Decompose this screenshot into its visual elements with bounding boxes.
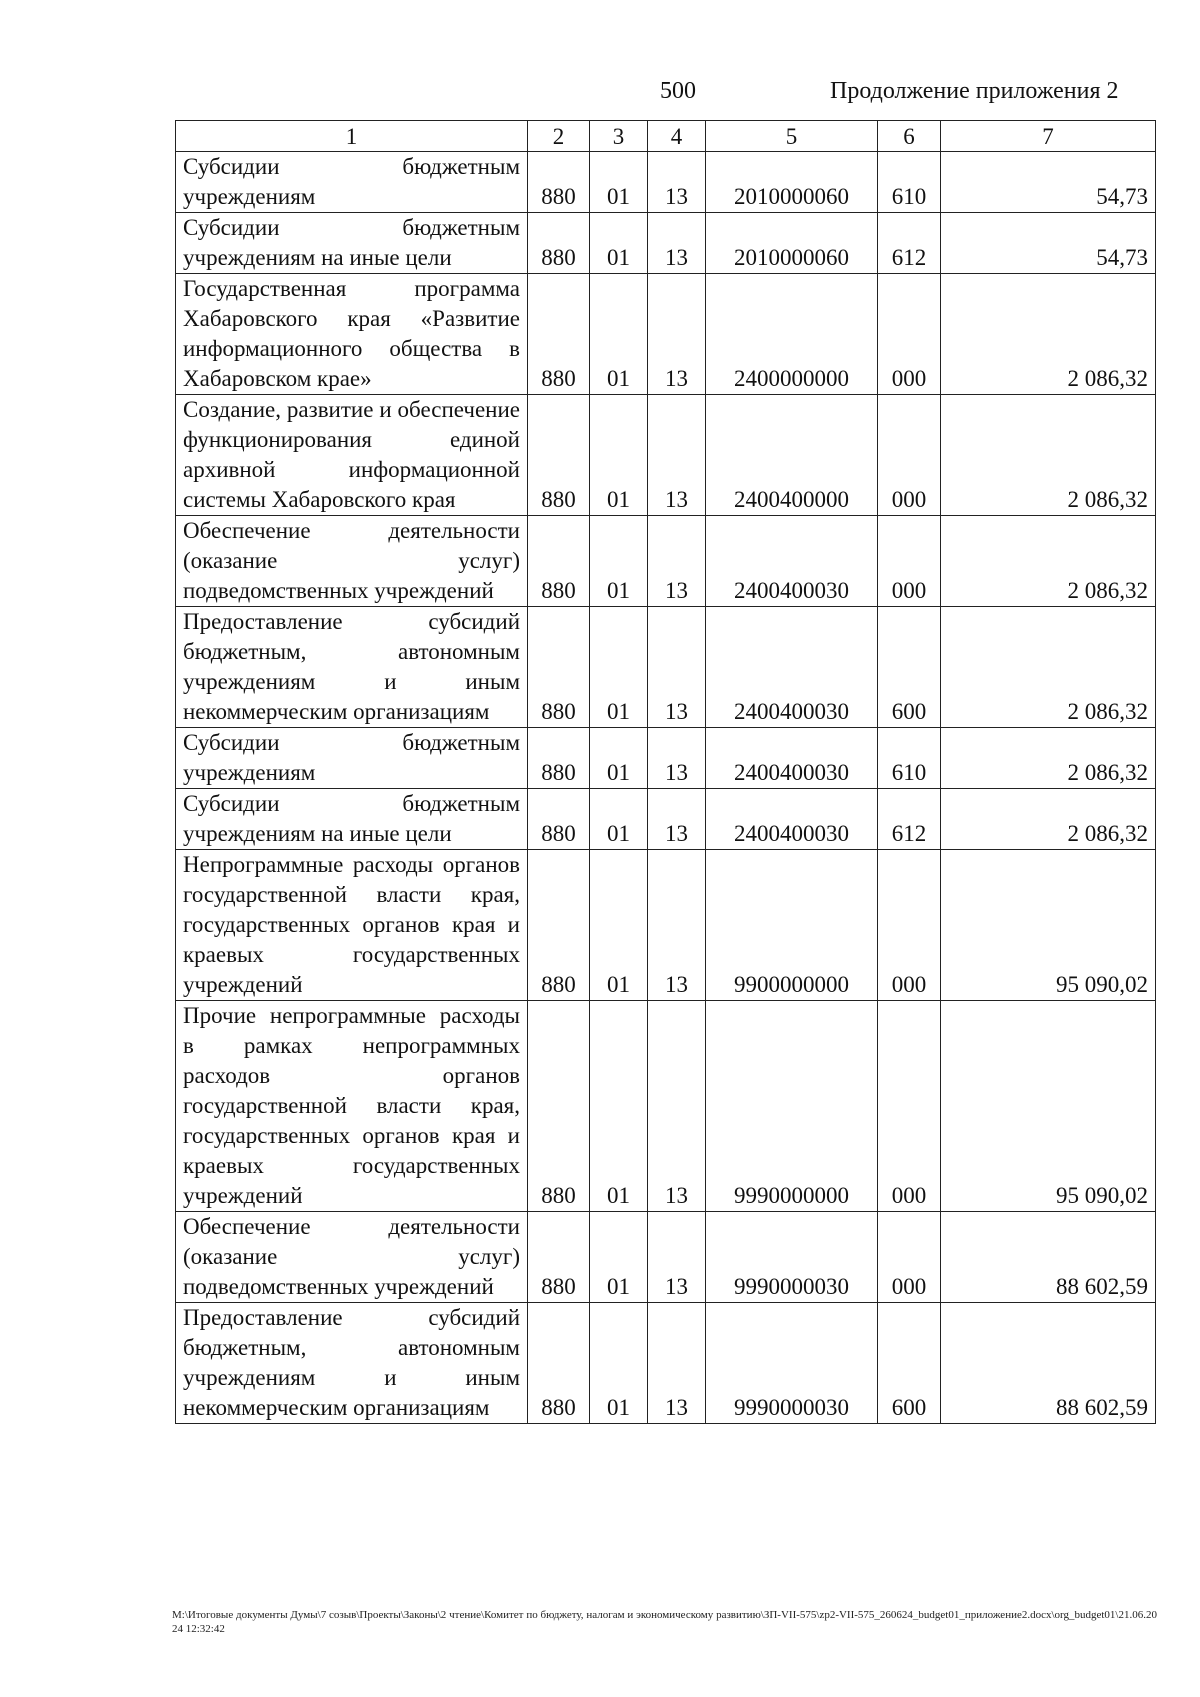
ministry-code: 880	[528, 728, 590, 789]
column-header-5: 5	[706, 121, 878, 152]
expense-type-code: 000	[878, 850, 941, 1001]
table-row	[176, 728, 1156, 789]
table-row	[176, 274, 1156, 395]
amount: 95 090,02	[941, 1001, 1156, 1212]
amount: 2 086,32	[941, 395, 1156, 516]
target-article-code: 2010000060	[706, 152, 878, 213]
table-row	[176, 1212, 1156, 1303]
section-code: 01	[590, 213, 648, 274]
subsection-code: 13	[648, 1303, 706, 1424]
table-row	[176, 607, 1156, 728]
subsection-code: 13	[648, 1212, 706, 1303]
amount: 2 086,32	[941, 607, 1156, 728]
amount: 2 086,32	[941, 516, 1156, 607]
target-article-code: 2010000060	[706, 213, 878, 274]
target-article-code: 2400400030	[706, 728, 878, 789]
subsection-code: 13	[648, 395, 706, 516]
table-body	[176, 152, 1156, 1424]
ministry-code: 880	[528, 1303, 590, 1424]
target-article-code: 2400400030	[706, 607, 878, 728]
column-header-6: 6	[878, 121, 941, 152]
target-article-code: 9990000030	[706, 1303, 878, 1424]
section-code: 01	[590, 789, 648, 850]
expense-type-code: 000	[878, 516, 941, 607]
section-code: 01	[590, 728, 648, 789]
expense-type-code: 000	[878, 1212, 941, 1303]
expense-name: Непрограммные расходы органов государственной власти края, государственных органов края и краевых государственных учреждений	[176, 850, 528, 1001]
expense-type-code: 610	[878, 728, 941, 789]
subsection-code: 13	[648, 274, 706, 395]
footer-file-path: M:\Итоговые документы Думы\7 созыв\Проекты\Законы\2 чтение\Комитет по бюджету, налогам и экономическому развитию\ЗП-VII-575\zp2-VII-575_260624_budget01_приложение2.docx\org_budget01\21.06.2024 12:32:42	[172, 1609, 1157, 1635]
section-code: 01	[590, 1001, 648, 1212]
target-article-code: 2400000000	[706, 274, 878, 395]
section-code: 01	[590, 516, 648, 607]
subsection-code: 13	[648, 850, 706, 1001]
expense-name: Субсидии бюджетным учреждениям	[176, 152, 528, 213]
expense-name: Субсидии бюджетным учреждениям	[176, 728, 528, 789]
expense-name: Государственная программа Хабаровского края «Развитие информационного общества в Хабаровском крае»	[176, 274, 528, 395]
expense-name: Прочие непрограммные расходы в рамках непрограммных расходов органов государственной власти края, государственных органов края и краевых государственных учреждений	[176, 1001, 528, 1212]
continuation-title: Продолжение приложения 2	[830, 78, 1119, 104]
section-code: 01	[590, 1303, 648, 1424]
expense-name: Обеспечение деятельности (оказание услуг) подведомственных учреждений	[176, 516, 528, 607]
subsection-code: 13	[648, 728, 706, 789]
expense-type-code: 000	[878, 274, 941, 395]
table-row	[176, 213, 1156, 274]
column-header-1: 1	[176, 121, 528, 152]
expense-name: Субсидии бюджетным учреждениям на иные цели	[176, 213, 528, 274]
section-code: 01	[590, 152, 648, 213]
section-code: 01	[590, 395, 648, 516]
column-header-2: 2	[528, 121, 590, 152]
ministry-code: 880	[528, 607, 590, 728]
amount: 54,73	[941, 152, 1156, 213]
ministry-code: 880	[528, 789, 590, 850]
ministry-code: 880	[528, 850, 590, 1001]
ministry-code: 880	[528, 274, 590, 395]
column-header-4: 4	[648, 121, 706, 152]
subsection-code: 13	[648, 213, 706, 274]
ministry-code: 880	[528, 516, 590, 607]
subsection-code: 13	[648, 152, 706, 213]
expense-name: Обеспечение деятельности (оказание услуг) подведомственных учреждений	[176, 1212, 528, 1303]
expense-type-code: 610	[878, 152, 941, 213]
subsection-code: 13	[648, 607, 706, 728]
table-row	[176, 789, 1156, 850]
target-article-code: 9990000000	[706, 1001, 878, 1212]
page-number: 500	[660, 78, 696, 104]
amount: 95 090,02	[941, 850, 1156, 1001]
ministry-code: 880	[528, 152, 590, 213]
target-article-code: 2400400030	[706, 789, 878, 850]
expense-type-code: 000	[878, 1001, 941, 1212]
ministry-code: 880	[528, 395, 590, 516]
column-header-3: 3	[590, 121, 648, 152]
ministry-code: 880	[528, 1001, 590, 1212]
expense-name: Предоставление субсидий бюджетным, автономным учреждениям и иным некоммерческим организациям	[176, 607, 528, 728]
section-code: 01	[590, 274, 648, 395]
section-code: 01	[590, 607, 648, 728]
target-article-code: 2400400030	[706, 516, 878, 607]
subsection-code: 13	[648, 789, 706, 850]
amount: 88 602,59	[941, 1303, 1156, 1424]
table-header	[176, 121, 1156, 152]
table-row	[176, 1001, 1156, 1212]
table-row	[176, 850, 1156, 1001]
amount: 2 086,32	[941, 789, 1156, 850]
table-row	[176, 516, 1156, 607]
ministry-code: 880	[528, 213, 590, 274]
expense-name: Субсидии бюджетным учреждениям на иные цели	[176, 789, 528, 850]
ministry-code: 880	[528, 1212, 590, 1303]
expense-type-code: 600	[878, 607, 941, 728]
expense-type-code: 612	[878, 789, 941, 850]
target-article-code: 2400400000	[706, 395, 878, 516]
table-row	[176, 1303, 1156, 1424]
table-row	[176, 152, 1156, 213]
target-article-code: 9900000000	[706, 850, 878, 1001]
amount: 54,73	[941, 213, 1156, 274]
expense-name: Предоставление субсидий бюджетным, автономным учреждениям и иным некоммерческим организациям	[176, 1303, 528, 1424]
table-row	[176, 395, 1156, 516]
section-code: 01	[590, 1212, 648, 1303]
budget-table	[175, 120, 1156, 1424]
section-code: 01	[590, 850, 648, 1001]
expense-type-code: 612	[878, 213, 941, 274]
expense-name: Создание, развитие и обеспечение функционирования единой архивной информационной системы Хабаровского края	[176, 395, 528, 516]
amount: 88 602,59	[941, 1212, 1156, 1303]
amount: 2 086,32	[941, 274, 1156, 395]
subsection-code: 13	[648, 516, 706, 607]
expense-type-code: 600	[878, 1303, 941, 1424]
amount: 2 086,32	[941, 728, 1156, 789]
expense-type-code: 000	[878, 395, 941, 516]
target-article-code: 9990000030	[706, 1212, 878, 1303]
subsection-code: 13	[648, 1001, 706, 1212]
column-header-7: 7	[941, 121, 1156, 152]
header-row	[176, 121, 1156, 152]
